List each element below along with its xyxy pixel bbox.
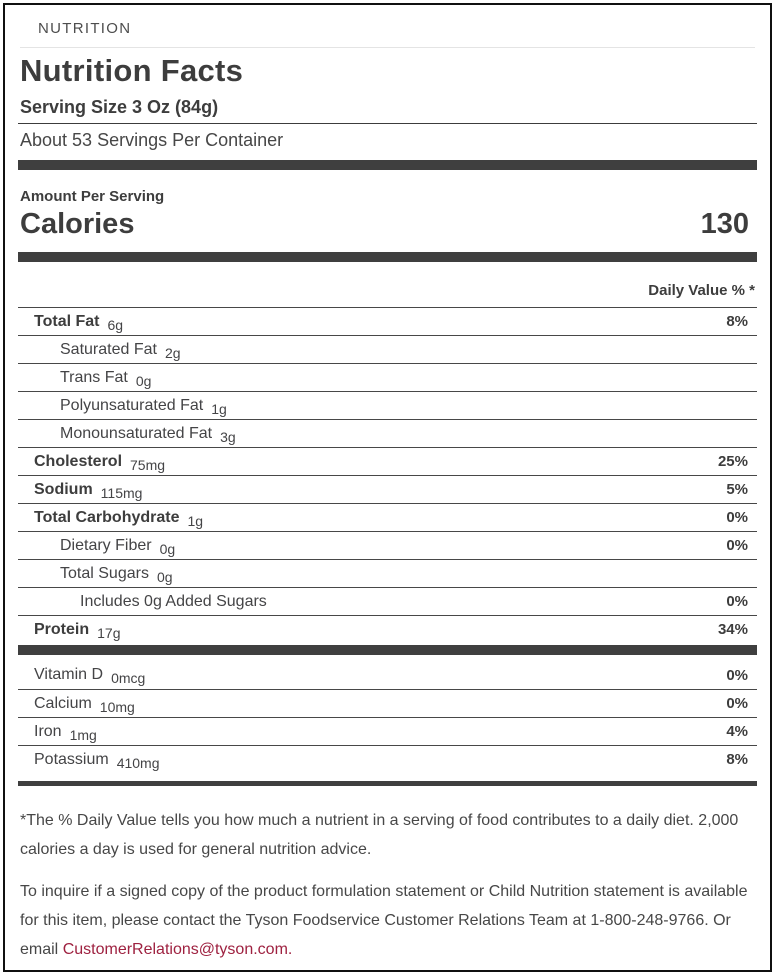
- nutrient-row-monounsaturated-fat: [18, 419, 757, 447]
- thick-divider-bar: [18, 645, 757, 655]
- nutrient-amount: 115mg: [100, 484, 143, 501]
- nutrient-daily-value: 5%: [726, 481, 748, 498]
- nutrient-name: Total Fat: [34, 312, 100, 330]
- servings-per-container: About 53 Servings Per Container: [20, 130, 284, 150]
- customer-relations-email-link[interactable]: CustomerRelations@tyson.com.: [62, 941, 293, 958]
- nutrient-name: Total Carbohydrate: [34, 508, 180, 526]
- calories-label: Calories: [20, 208, 135, 240]
- nutrient-row-polyunsaturated-fat: [18, 391, 757, 419]
- nutrient-name: Protein: [34, 620, 90, 638]
- thick-divider-bar: [18, 252, 757, 262]
- nutrient-amount: 1g: [187, 512, 204, 529]
- thin-divider-bar: [18, 781, 757, 786]
- nutrient-name: Monounsaturated Fat: [60, 424, 213, 442]
- nutrient-amount: 0g: [135, 372, 152, 389]
- vitamin-name: Calcium: [34, 694, 92, 712]
- nutrient-name: Includes 0g Added Sugars: [80, 592, 267, 610]
- serving-divider: [18, 123, 757, 124]
- vitamin-name: Potassium: [34, 750, 109, 768]
- nutrient-row-protein: [18, 615, 757, 643]
- vitamin-name: Vitamin D: [34, 666, 104, 683]
- nutrient-name: Dietary Fiber: [60, 536, 152, 554]
- nutrient-amount: 2g: [164, 344, 181, 361]
- nutrient-name: Saturated Fat: [60, 340, 157, 358]
- panel-title: Nutrition Facts: [20, 53, 244, 88]
- kicker-divider: [20, 47, 755, 48]
- nutrient-row-total-fat: [18, 307, 757, 335]
- vitamin-row-potassium: [18, 745, 757, 773]
- calories-row: [20, 207, 749, 241]
- nutrient-amount: 1g: [211, 400, 227, 417]
- nutrient-name: Polyunsaturated Fat: [60, 396, 204, 414]
- contact-footnote: [20, 877, 755, 964]
- vitamin-amount: 410mg: [116, 754, 160, 771]
- nutrient-amount: 75mg: [130, 456, 166, 473]
- nutrient-name: Trans Fat: [60, 368, 128, 386]
- vitamin-row-vitamin-d: [18, 661, 757, 689]
- thick-divider-bar: [18, 160, 757, 170]
- nutrient-row-trans-fat: [18, 363, 757, 391]
- nutrient-name: Total Sugars: [60, 564, 149, 582]
- vitamin-daily-value: 0%: [726, 695, 748, 712]
- serving-size: Serving Size 3 Oz (84g): [20, 97, 219, 117]
- nutrient-row-total-carbohydrate: [18, 503, 757, 531]
- nutrient-daily-value: 8%: [726, 313, 748, 330]
- daily-value-footnote: *The % Daily Value tells you how much a nutrient in a serving of food contributes to a daily diet. 2,000 calories a day is used for general nutrition advice.: [20, 812, 739, 858]
- vitamin-amount: 0mcg: [111, 670, 146, 686]
- section-kicker: NUTRITION: [38, 20, 132, 37]
- nutrient-amount: 0g: [156, 568, 173, 585]
- daily-value-header: Daily Value % *: [648, 282, 755, 299]
- nutrient-daily-value: 0%: [726, 593, 748, 610]
- vitamin-amount: 10mg: [99, 698, 135, 715]
- nutrient-row-saturated-fat: [18, 335, 757, 363]
- amount-per-serving-label: Amount Per Serving: [20, 188, 165, 205]
- nutrient-amount: 0g: [159, 540, 176, 557]
- vitamin-row-iron: [18, 717, 757, 745]
- vitamin-daily-value: 8%: [726, 751, 748, 768]
- vitamin-row-calcium: [18, 689, 757, 717]
- nutrient-amount: 17g: [97, 624, 121, 641]
- vitamin-name: Iron: [34, 722, 62, 740]
- nutrient-row-cholesterol: [18, 447, 757, 475]
- nutrition-facts-panel: [3, 3, 772, 972]
- nutrient-row-total-sugars: [18, 559, 757, 587]
- vitamin-daily-value: 4%: [726, 723, 748, 740]
- nutrient-amount: 3g: [220, 428, 236, 445]
- nutrient-daily-value: 0%: [726, 537, 748, 554]
- nutrient-name: Cholesterol: [34, 452, 123, 470]
- calories-value: 130: [700, 208, 749, 240]
- contact-footnote-text: To inquire if a signed copy of the product formulation statement or Child Nutrition statement is available for this item, please contact the Tyson Foodservice Customer Relations Team at 1-800-248-9766. Or email: [20, 883, 748, 958]
- nutrient-daily-value: 25%: [717, 453, 748, 470]
- nutrient-name: Sodium: [34, 480, 93, 498]
- nutrient-row-dietary-fiber: [18, 531, 757, 559]
- vitamin-daily-value: 0%: [726, 666, 748, 684]
- nutrient-daily-value: 0%: [726, 509, 748, 526]
- nutrient-row-added-sugars: [18, 587, 757, 615]
- nutrient-amount: 6g: [107, 316, 124, 333]
- vitamin-amount: 1mg: [69, 726, 97, 743]
- nutrient-row-sodium: [18, 475, 757, 503]
- nutrient-daily-value: 34%: [717, 621, 748, 638]
